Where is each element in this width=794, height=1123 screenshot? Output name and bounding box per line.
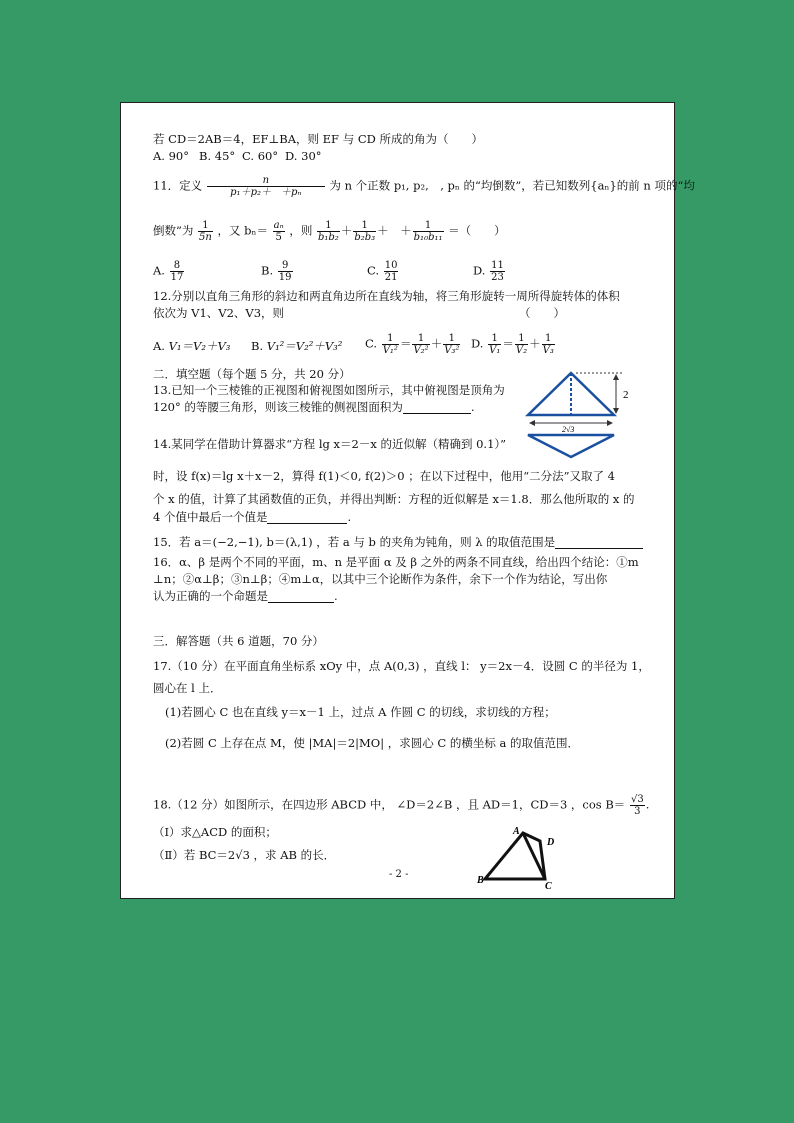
- q11-opt-d-num: 11: [491, 260, 504, 271]
- quadrilateral-abcd: [485, 833, 545, 879]
- q11-opt-c-frac: [384, 260, 399, 283]
- q12-opt-d-t2: [515, 333, 528, 356]
- q11-opt-b-label: B.: [261, 263, 274, 278]
- q11-def-num: n: [207, 175, 325, 187]
- q18-quadrilateral-figure: [477, 823, 557, 893]
- q11-opt-a-frac: [170, 260, 185, 283]
- q11-frac1: [198, 220, 213, 243]
- q16-answer-blank: [268, 591, 334, 603]
- q10-line: 若 CD＝2AB＝4，EF⊥BA，则 EF 与 CD 所成的角为（ ）: [153, 132, 484, 146]
- q12-opt-a-label: A.: [153, 339, 165, 353]
- q11-opt-b-num: 9: [278, 260, 293, 272]
- q18-cos-den: 3: [634, 806, 641, 817]
- q11-text2c: ，则: [289, 223, 313, 238]
- q11-opt-b-den: 19: [278, 272, 292, 283]
- q18-part2: （Ⅱ）若 BC＝2√3 ，求 AB 的长．: [153, 848, 336, 862]
- q16-line1: 16．α、β 是两个不同的平面，m、n 是平面 α 及 β 之外的两条不同直线，给出四个结论：①m: [153, 555, 639, 569]
- q11-option-c: [367, 260, 399, 283]
- vertex-b-label: B: [477, 875, 484, 886]
- q12-c2-num: 1: [412, 333, 429, 345]
- q11-sum-term-2: [353, 220, 376, 243]
- q12-option-d: D. $\frac{1}{\text{V₁}}$ ＝ $\frac{1}{\text{V₂}}$ ＋ $\frac{1}{\text{V₃}}$: [471, 333, 554, 356]
- q13-height-label: 2: [623, 389, 629, 401]
- q11-opt-b-frac: [278, 260, 293, 283]
- q18-cos-num: √3: [630, 794, 644, 805]
- q12-c3-den: V₃²: [444, 345, 460, 356]
- q10-option-b: B. 45°: [199, 149, 236, 163]
- q12-opt-d-label: D.: [471, 336, 484, 351]
- q11-opt-c-label: C.: [367, 263, 380, 278]
- q12-opt-c-t2: [412, 333, 429, 356]
- dim-base-arrow-right: [607, 420, 613, 426]
- q13-views-figure: [526, 365, 636, 465]
- q11-def-den: p₁＋p₂＋ ＋pₙ: [230, 187, 302, 198]
- q11-frac2: [273, 220, 285, 243]
- vertex-a-label: A: [513, 826, 520, 837]
- q12-option-a: [153, 339, 230, 353]
- q13-line1: 13.已知一个三棱锥的正视图和俯视图如图所示，其中俯视图是顶角为: [153, 383, 505, 397]
- q14-line3: 个 x 的值，计算了其函数值的正负，并得出判断：方程的近似解是 x＝1.8．那么他所取的 x 的: [153, 492, 635, 506]
- q18-cosb-fraction: [630, 794, 645, 817]
- q11-term1-num: 1: [317, 220, 340, 232]
- q17-line2: 圆心在 l 上．: [153, 681, 222, 695]
- q16-line2: ⊥n；②α⊥β；③n⊥β；④m⊥α，以其中三个论断作为条件，余下一个作为结论，写出你: [153, 572, 608, 586]
- q16-line3-text: 认为正确的一个命题是: [153, 589, 268, 603]
- q13-base-label: 2√3: [562, 425, 575, 434]
- vertex-d-label: D: [547, 837, 555, 848]
- q12-c3-num: 1: [443, 333, 460, 345]
- q11-line1: [153, 175, 695, 198]
- page-number: - 2 -: [389, 869, 409, 880]
- q12-line1: 12.分别以直角三角形的斜边和两直角边所在直线为轴，将三角形旋转一周所得旋转体的体积: [153, 289, 620, 303]
- vertex-c-label: C: [545, 881, 552, 892]
- q17-part1: (1)若圆心 C 也在直线 y＝x－1 上，过点 A 作圆 C 的切线，求切线的方程；: [165, 705, 556, 719]
- q12-opt-b-label: B.: [251, 339, 264, 353]
- q11-sum-term-1: [317, 220, 340, 243]
- q11-option-b: [261, 260, 294, 283]
- q18-part1: （Ⅰ）求△ACD 的面积；: [153, 825, 277, 839]
- q11-definition-fraction: [207, 175, 325, 198]
- q14-line4-text: 4 个值中最后一个值是: [153, 510, 268, 524]
- q10-option-d: D. 30°: [285, 149, 322, 163]
- q18-line1-text: 18.（12 分）如图所示，在四边形 ABCD 中， ∠D＝2∠B ，且 AD＝1，CD＝3 ，cos B＝: [153, 797, 626, 812]
- q12-option-c: C. $\frac{1}{\text{V₁²}}$ ＝ $\frac{1}{\text{V₂²}}$ ＋ $\frac{1}{\text{V₃²}}$: [365, 333, 460, 356]
- q16-line3: 认为正确的一个命题是 .: [153, 589, 338, 603]
- q12-opt-c-t3: [443, 333, 460, 356]
- q11-opt-a-label: A.: [153, 263, 165, 278]
- q11-frac1-num: 1: [198, 220, 213, 232]
- q12-line2: 依次为 V1、V2、V3，则: [153, 306, 285, 320]
- q12-d1-num: 1: [488, 333, 501, 345]
- q11-text1: 为 n 个正数 p₁, p₂, , pₙ 的“均倒数”，若已知数列{aₙ}的前 n 项的“均: [329, 178, 695, 193]
- q11-sum-term-3: [413, 220, 444, 243]
- q15-text: 15．若 a＝(−2,−1), b＝(λ,1) ，若 a 与 b 的夹角为钝角，则 λ 的取值范围是: [153, 535, 556, 549]
- q11-term2-den: b₂b₃: [354, 232, 376, 243]
- q12-d2-den: V₂: [515, 345, 528, 356]
- q14-line2: 时，设 f(x)＝lg x＋x－2，算得 f(1)＜0, f(2)＞0 ；在以下过程中，他用“二分法”又取了 4: [153, 469, 615, 483]
- q11-frac1-den: 5n: [199, 232, 212, 243]
- q11-tail: ＝（ ）: [448, 223, 506, 238]
- q12-d2-num: 1: [515, 333, 528, 345]
- q13-answer-blank: [403, 402, 471, 414]
- q12-paren: （ ）: [519, 306, 565, 320]
- top-view-triangle: [528, 435, 614, 457]
- q10-option-a: A. 90°: [153, 149, 189, 163]
- q11-line2: 倒数”为 $\frac{1}{5n}$ ，又 bₙ＝ $\frac{\text{aₙ}}{5}$ ，则 $\frac{1}{\text{b₁b₂}}$ ＋ $\frac{1}{\text{b₂b₃}}$ ＋ ＋ $\frac{1}{\text{b₁₀b₁₁}}$ ＝（ ）: [153, 220, 506, 243]
- q12-opt-c-t1: [382, 333, 399, 356]
- q17-part2: (2)若圆 C 上存在点 M，使 |MA|＝2|MO| ，求圆心 C 的横坐标 a 的取值范围．: [165, 736, 580, 750]
- section3-title: 三．解答题（共 6 道题，70 分）: [153, 634, 324, 648]
- exam-page: [120, 102, 695, 899]
- q11-term2-num: 1: [353, 220, 376, 232]
- q17-line1: 17.（10 分）在平面直角坐标系 xOy 中，点 A(0,3) ，直线 l： y＝2x－4．设圆 C 的半径为 1，: [153, 659, 650, 673]
- q15-line: [153, 535, 643, 549]
- q14-answer-blank: [267, 512, 347, 524]
- q11-lead: 11．定义: [153, 178, 203, 193]
- q11-term3-num: 1: [413, 220, 444, 232]
- q14-line4: 4 个值中最后一个值是 .: [153, 510, 352, 524]
- q11-text2a: 倒数”为: [153, 223, 194, 238]
- q11-frac2-num: aₙ: [273, 220, 284, 231]
- q11-opt-a-den: 17: [170, 272, 184, 283]
- q12-opt-d-t1: [488, 333, 501, 356]
- q12-opt-b-formula: V₁²＝V₂²＋V₃²: [266, 339, 343, 353]
- dim-arrow-up: [613, 374, 619, 380]
- q14-line1: 14.某同学在借助计算器求“方程 lg x＝2－x 的近似解（精确到 0.1）”: [153, 437, 507, 451]
- q18-line1: 18.（12 分）如图所示，在四边形 ABCD 中， ∠D＝2∠B ，且 AD＝1，CD＝3 ，cos B＝ $\frac{√3}{3}$ .: [153, 794, 650, 817]
- section2-title: 二．填空题（每个题 5 分，共 20 分）: [153, 367, 351, 381]
- q12-c2-den: V₂²: [413, 345, 429, 356]
- q10-option-c: C. 60°: [242, 149, 279, 163]
- q12-opt-d-t3: [542, 333, 555, 356]
- q13-line2-text: 120° 的等腰三角形，则该三棱锥的侧视图面积为: [153, 400, 403, 414]
- q12-d3-den: V₃: [542, 345, 554, 356]
- q11-opt-d-label: D.: [473, 263, 486, 278]
- q12-opt-a-formula: V₁＝V₂＋V₃: [168, 339, 231, 353]
- q12-opt-c-label: C.: [365, 336, 378, 351]
- dim-arrow-down: [613, 408, 619, 414]
- q11-text2b: ，又 bₙ＝: [217, 223, 269, 238]
- dim-base-arrow-left: [529, 420, 535, 426]
- q11-frac2-den: 5: [275, 232, 282, 243]
- q11-option-a: [153, 260, 185, 283]
- q12-c1-den: V₁²: [382, 345, 398, 356]
- q12-d1-den: V₁: [489, 345, 501, 356]
- q12-d3-num: 1: [542, 333, 555, 345]
- q11-term1-den: b₁b₂: [318, 232, 339, 243]
- q12-option-b: [251, 339, 342, 353]
- q13-line2: 120° 的等腰三角形，则该三棱锥的侧视图面积为 .: [153, 400, 475, 414]
- q12-c1-num: 1: [382, 333, 399, 345]
- q11-opt-c-num: 10: [384, 260, 398, 271]
- q11-opt-d-den: 23: [491, 272, 504, 283]
- q11-opt-a-num: 8: [170, 260, 185, 272]
- q11-opt-c-den: 21: [384, 272, 398, 283]
- q15-answer-blank: [555, 537, 643, 549]
- q11-opt-d-frac: [490, 260, 505, 283]
- q11-option-d: [473, 260, 506, 283]
- q11-term3-den: b₁₀b₁₁: [413, 232, 443, 243]
